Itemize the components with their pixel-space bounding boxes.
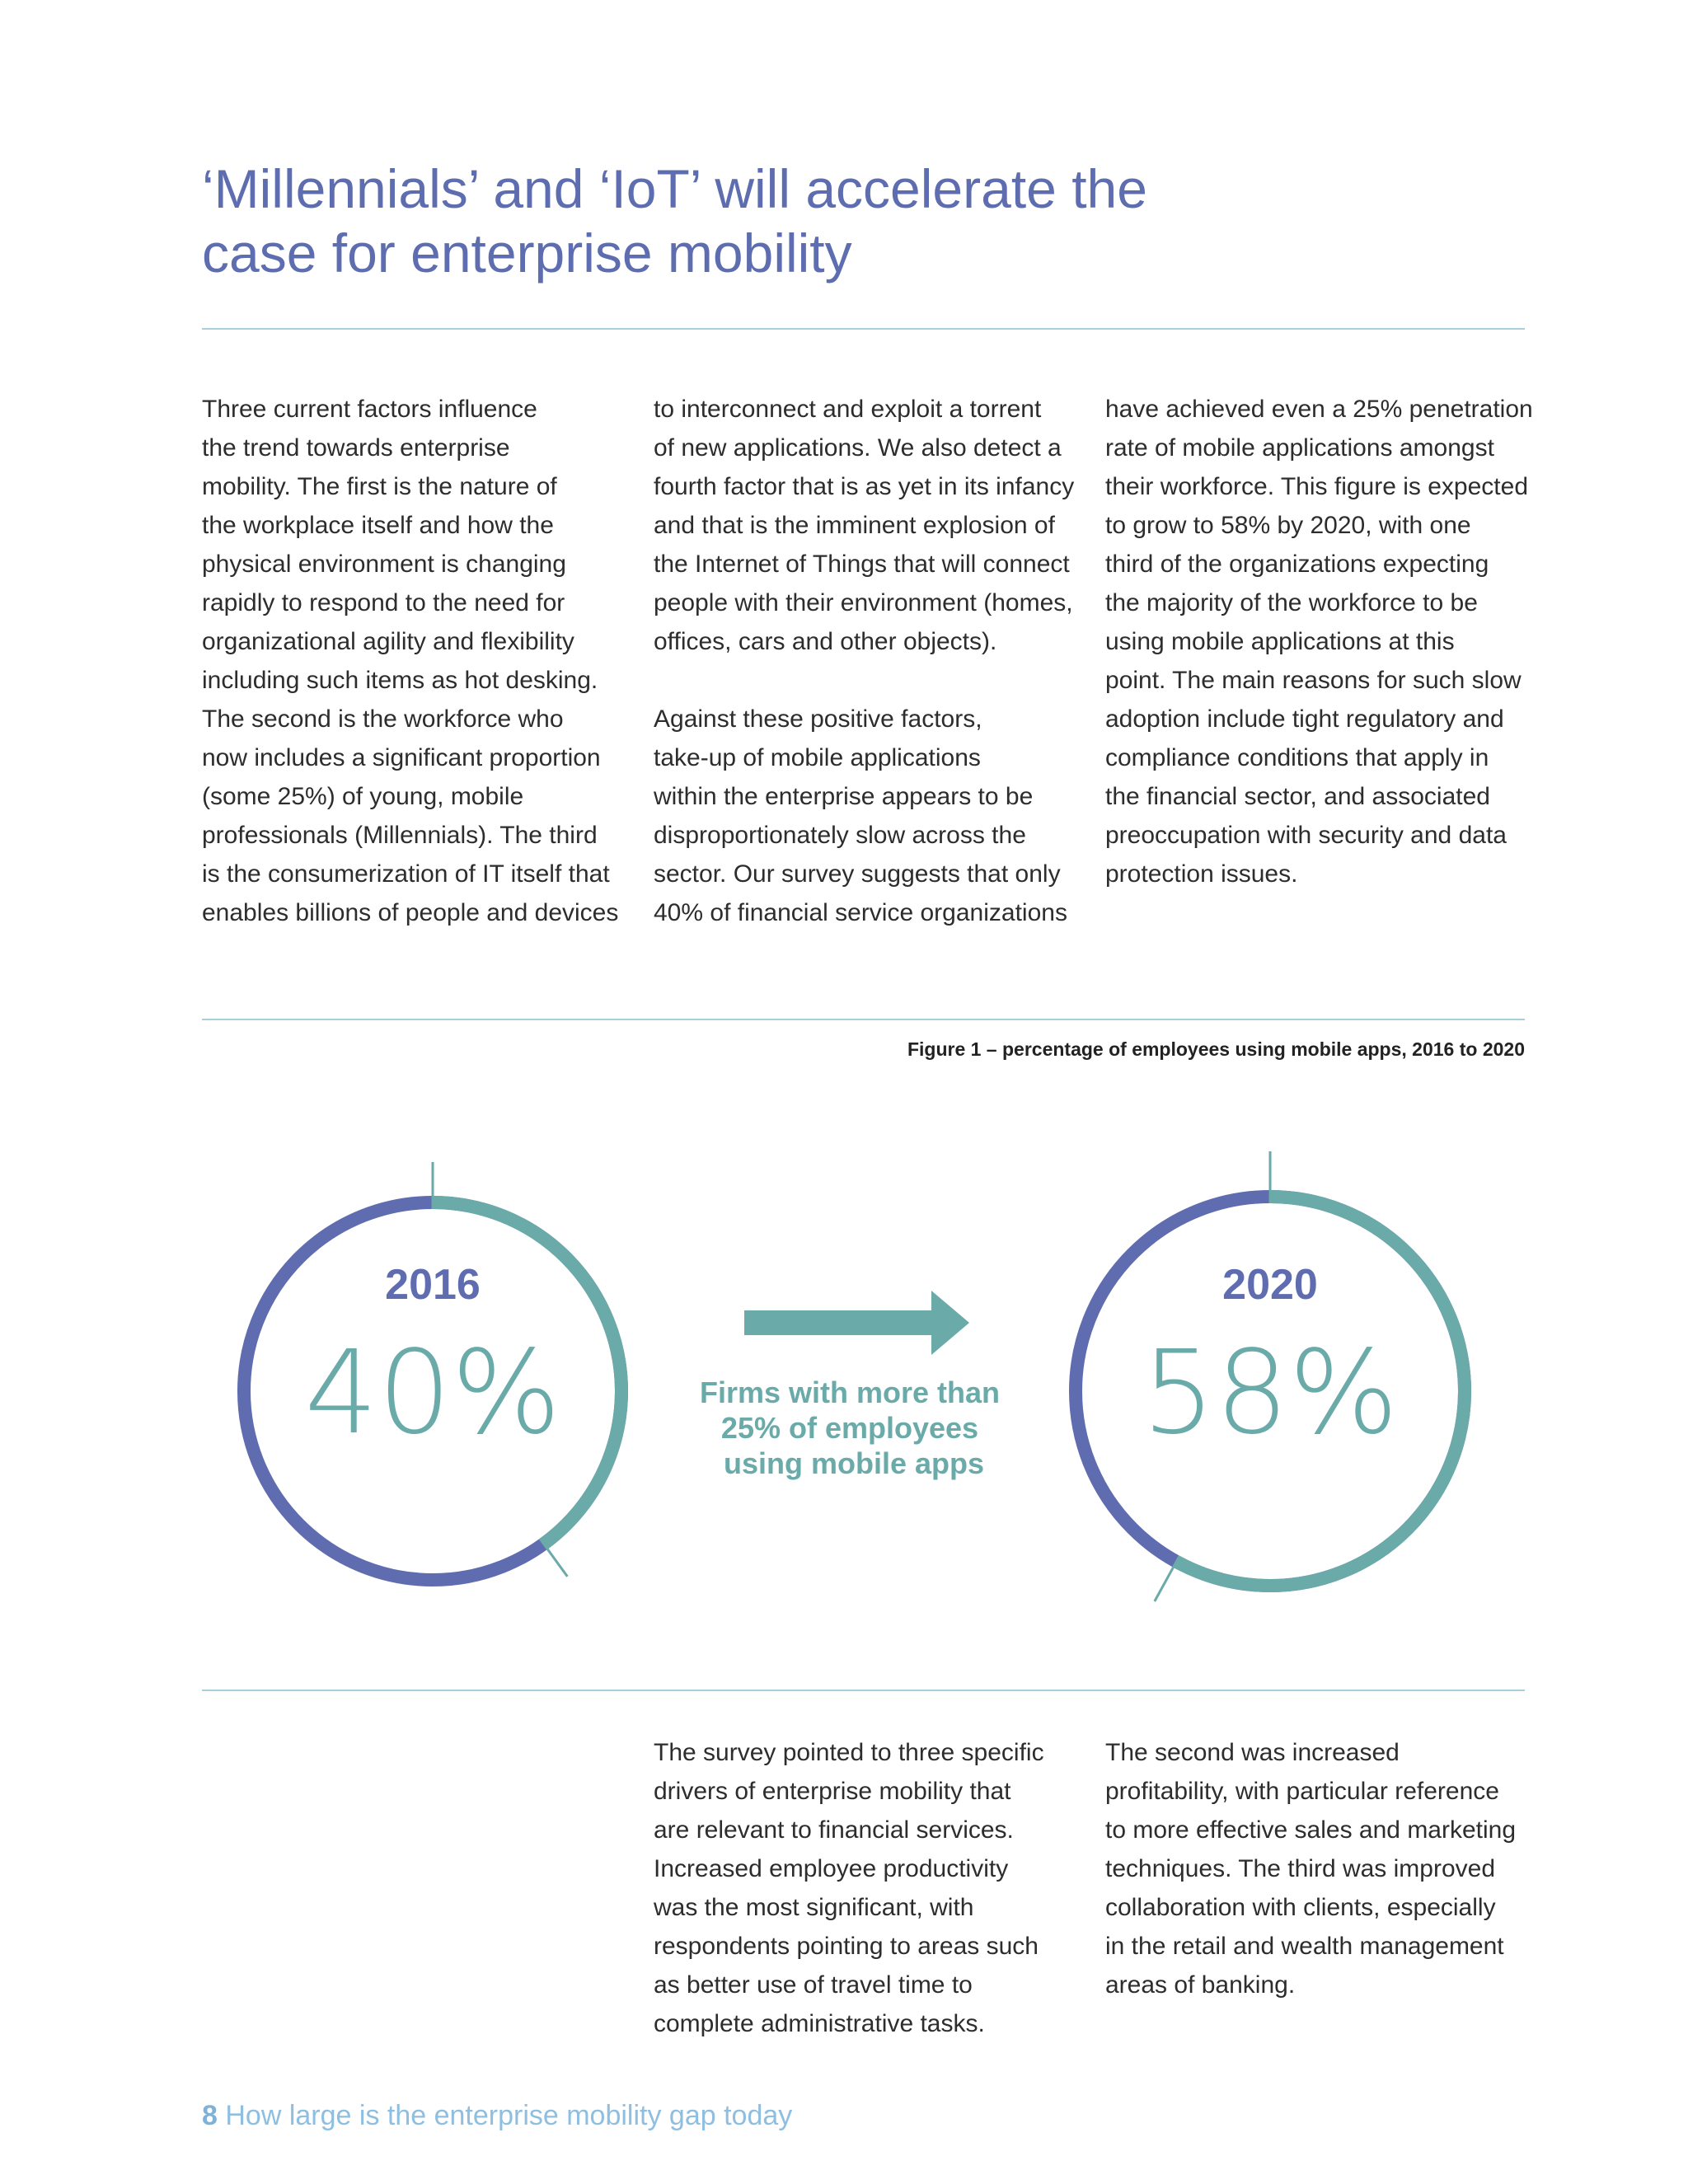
page-title-line: case for enterprise mobility	[202, 223, 852, 284]
text-line: the Internet of Things that will connect	[654, 551, 1070, 578]
text-line: enables billions of people and devices	[202, 899, 619, 926]
text-line: in the retail and wealth management	[1105, 1933, 1504, 1960]
divider	[202, 1690, 1525, 1691]
paragraph-gap	[654, 661, 1082, 700]
lower-column-2	[1105, 1733, 1534, 2004]
text-line: fourth factor that is as yet in its infancy	[654, 473, 1075, 500]
text-line: their workforce. This figure is expected	[1105, 473, 1529, 500]
text-line: rapidly to respond to the need for	[202, 589, 565, 616]
footer-section-title: How large is the enterprise mobility gap today	[225, 2100, 793, 2131]
text-line: to grow to 58% by 2020, with one	[1105, 512, 1471, 539]
text-line: people with their environment (homes,	[654, 589, 1073, 616]
body-column-1	[202, 390, 631, 932]
text-line: profitability, with particular reference	[1105, 1778, 1499, 1805]
year-label: 2016	[385, 1261, 481, 1309]
text-line: The survey pointed to three specific	[654, 1739, 1044, 1766]
text-line: take-up of mobile applications	[654, 744, 981, 771]
page-title	[202, 157, 1273, 285]
percentage-value: 40%	[304, 1326, 561, 1460]
text-line: offices, cars and other objects).	[654, 628, 997, 655]
text-line: professionals (Millennials). The third	[202, 822, 598, 849]
text-line: rate of mobile applications amongst	[1105, 434, 1494, 462]
text-line: (some 25%) of young, mobile	[202, 783, 524, 810]
text-line: was the most significant, with	[654, 1894, 974, 1921]
text-line: adoption include tight regulatory and	[1105, 705, 1504, 733]
lower-column-1	[654, 1733, 1082, 2043]
text-line: using mobile applications at this	[1105, 628, 1455, 655]
text-line: protection issues.	[1105, 860, 1298, 888]
figure-middle-line: 25% of employees	[720, 1411, 979, 1445]
figure-middle-text	[700, 1376, 1008, 1480]
text-line: preoccupation with security and data	[1105, 822, 1507, 849]
text-line: collaboration with clients, especially	[1105, 1894, 1496, 1921]
figure-middle-line: using mobile apps	[723, 1446, 985, 1480]
text-line: complete administrative tasks.	[654, 2010, 985, 2037]
figure-caption: Figure 1 – percentage of employees using mobile apps, 2016 to 2020	[907, 1038, 1525, 1060]
text-line: point. The main reasons for such slow	[1105, 667, 1522, 694]
text-line: is the consumerization of IT itself that	[202, 860, 610, 888]
body-column-2	[654, 390, 1082, 932]
text-line: within the enterprise appears to be	[654, 783, 1034, 810]
text-line: compliance conditions that apply in	[1105, 744, 1489, 771]
text-line: third of the organizations expecting	[1105, 551, 1489, 578]
page-title-line: ‘Millennials’ and ‘IoT’ will accelerate the	[202, 158, 1147, 219]
text-line: areas of banking.	[1105, 1971, 1296, 1999]
year-label: 2020	[1222, 1261, 1318, 1309]
text-line: and that is the imminent explosion of	[654, 512, 1055, 539]
text-line: the financial sector, and associated	[1105, 783, 1490, 810]
page-number: 8	[202, 2100, 218, 2131]
page-footer	[202, 2100, 792, 2132]
text-line: the workplace itself and how the	[202, 512, 554, 539]
text-line: 40% of financial service organizations	[654, 899, 1067, 926]
text-line: to interconnect and exploit a torrent	[654, 396, 1042, 423]
figure-middle-line: Firms with more than	[699, 1376, 1001, 1409]
text-line: Against these positive factors,	[654, 705, 982, 733]
text-line: mobility. The first is the nature of	[202, 473, 557, 500]
donut-chart-2020	[1076, 1151, 1465, 1601]
text-line: drivers of enterprise mobility that	[654, 1778, 1011, 1805]
text-line: now includes a significant proportion	[202, 744, 601, 771]
text-line: physical environment is changing	[202, 551, 566, 578]
text-line: to more effective sales and marketing	[1105, 1816, 1517, 1844]
text-line: techniques. The third was improved	[1105, 1855, 1496, 1882]
body-column-3	[1105, 390, 1534, 893]
donut-chart-2016	[244, 1162, 621, 1580]
figure-1-donut-charts	[0, 1137, 1688, 1632]
divider	[202, 1019, 1525, 1020]
text-line: the majority of the workforce to be	[1105, 589, 1478, 616]
text-line: The second was increased	[1105, 1739, 1400, 1766]
text-line: of new applications. We also detect a	[654, 434, 1062, 462]
percentage-value: 58%	[1142, 1326, 1399, 1460]
text-line: including such items as hot desking.	[202, 667, 598, 694]
divider	[202, 328, 1525, 330]
text-line: the trend towards enterprise	[202, 434, 510, 462]
text-line: organizational agility and flexibility	[202, 628, 574, 655]
text-line: as better use of travel time to	[654, 1971, 973, 1999]
text-line: respondents pointing to areas such	[654, 1933, 1039, 1960]
text-line: The second is the workforce who	[202, 705, 564, 733]
text-line: are relevant to financial services.	[654, 1816, 1014, 1844]
arrow-icon	[744, 1291, 969, 1355]
text-line: have achieved even a 25% penetration	[1105, 396, 1533, 423]
text-line: sector. Our survey suggests that only	[654, 860, 1061, 888]
text-line: Increased employee productivity	[654, 1855, 1009, 1882]
text-line: Three current factors influence	[202, 396, 537, 423]
text-line: disproportionately slow across the	[654, 822, 1026, 849]
